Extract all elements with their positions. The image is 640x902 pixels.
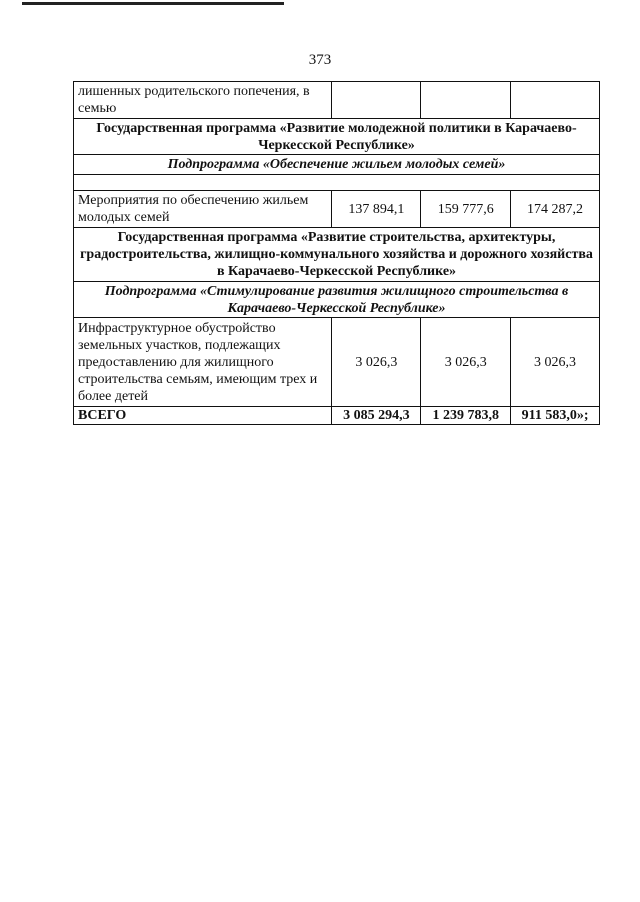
value-cell: 3 026,3 bbox=[421, 318, 511, 407]
value-cell: 159 777,6 bbox=[421, 191, 511, 228]
value-cell: 3 026,3 bbox=[332, 318, 421, 407]
total-value: 1 239 783,8 bbox=[421, 407, 511, 425]
table-row-total bbox=[74, 407, 600, 425]
value-cell bbox=[332, 82, 421, 119]
table-row-housing-measures bbox=[74, 191, 600, 228]
row-name: лишенных родительского попечения, в семью bbox=[74, 82, 332, 119]
total-label: ВСЕГО bbox=[74, 407, 332, 425]
table-row-empty bbox=[74, 175, 600, 191]
program-heading-youth: Государственная программа «Развитие молодежной политики в Карачаево-Черкесской Республике» bbox=[74, 119, 600, 155]
empty-cell bbox=[74, 175, 600, 191]
scan-edge-mark bbox=[22, 2, 284, 5]
subprogram-heading-stimulation: Подпрограмма «Стимулирование развития жилищного строительства в Карачаево-Черкесской Республике» bbox=[74, 282, 600, 318]
table-row-subprogram bbox=[74, 155, 600, 175]
table-row-program bbox=[74, 228, 600, 282]
program-heading-construction: Государственная программа «Развитие строительства, архитектуры, градостроительства, жилищно-коммунального хозяйства и дорожного хозяйства в Карачаево-Черкесской Республике» bbox=[74, 228, 600, 282]
table-row-infrastructure bbox=[74, 318, 600, 407]
value-cell: 3 026,3 bbox=[511, 318, 600, 407]
table-row-program bbox=[74, 119, 600, 155]
subprogram-heading-housing: Подпрограмма «Обеспечение жильем молодых семей» bbox=[74, 155, 600, 175]
value-cell bbox=[421, 82, 511, 119]
budget-table bbox=[73, 81, 600, 425]
row-name: Мероприятия по обеспечению жильем молодых семей bbox=[74, 191, 332, 228]
value-cell bbox=[511, 82, 600, 119]
table-row-subprogram bbox=[74, 282, 600, 318]
total-value: 3 085 294,3 bbox=[332, 407, 421, 425]
total-value: 911 583,0»; bbox=[511, 407, 600, 425]
row-name: Инфраструктурное обустройство земельных участков, подлежащих предоставлению для жилищного строительства семьям, имеющим трех и более детей bbox=[74, 318, 332, 407]
page-number: 373 bbox=[308, 52, 332, 68]
table-row-continuation bbox=[74, 82, 600, 119]
value-cell: 137 894,1 bbox=[332, 191, 421, 228]
value-cell: 174 287,2 bbox=[511, 191, 600, 228]
